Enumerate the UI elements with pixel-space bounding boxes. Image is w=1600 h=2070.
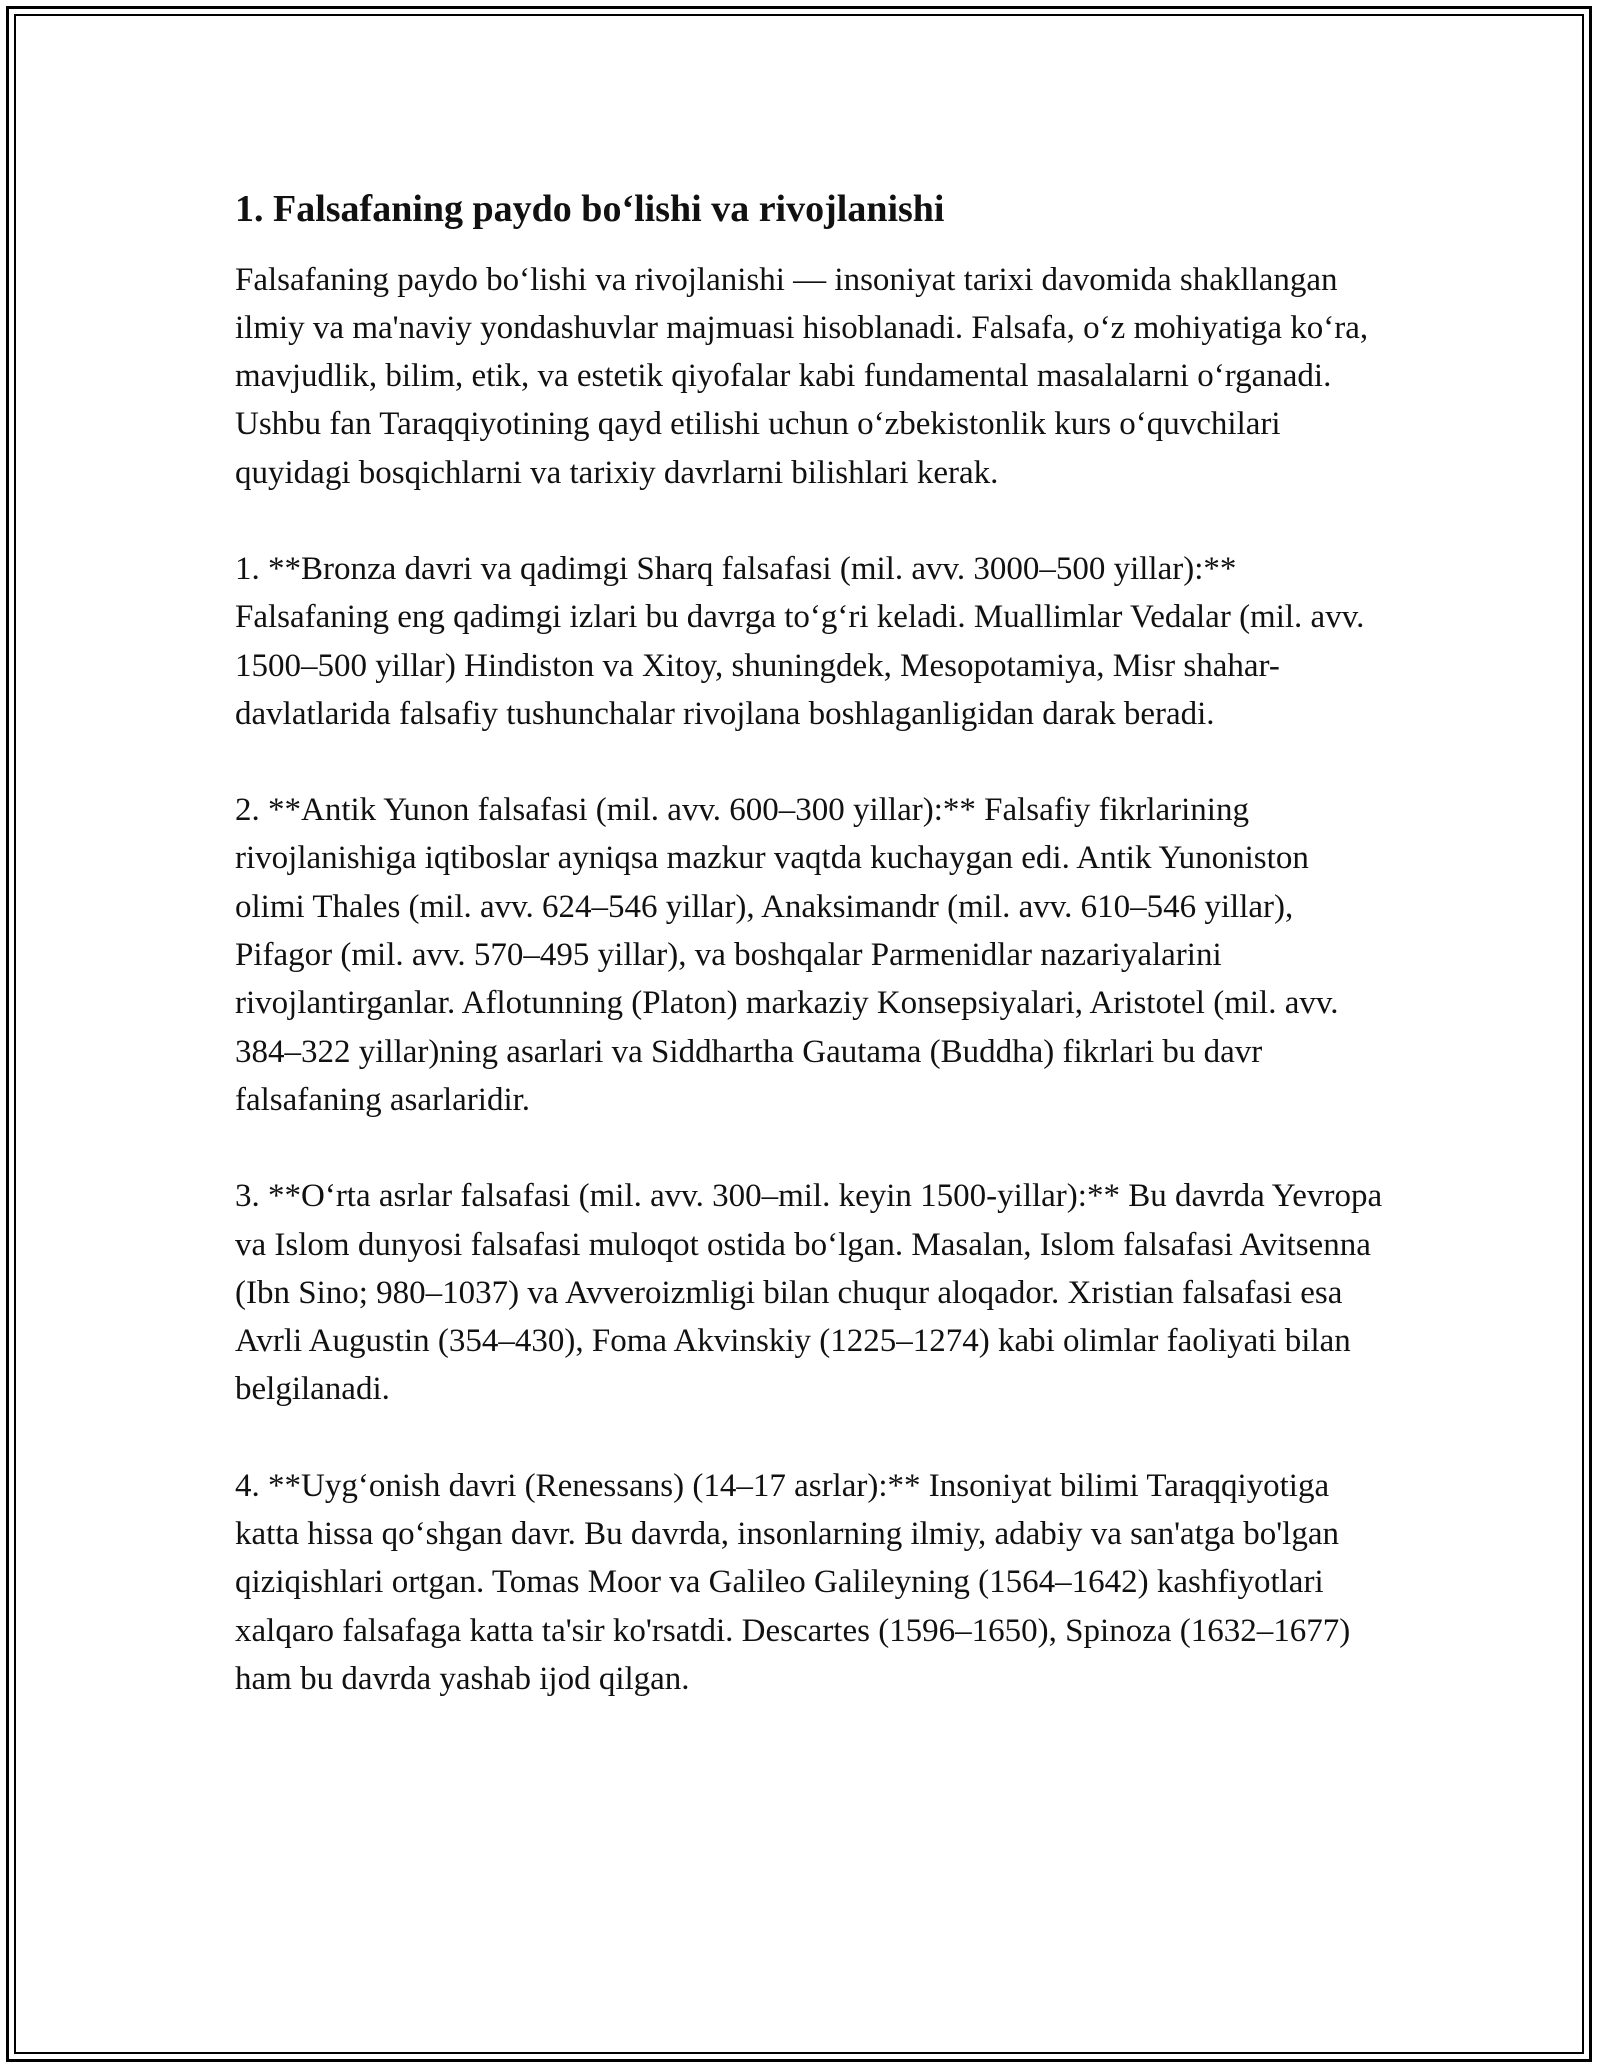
intro-paragraph: Falsafaning paydo bo‘lishi va rivojlanishi — insoniyat tarixi davomida shakllangan ilmiy va ma'naviy yondashuvlar majmuasi hisoblanadi. Falsafa, o‘z mohiyatiga ko‘ra, mavjudlik, bilim, etik, va estetik qiyofalar kabi fundamental masalalarni o‘rganadi. Ushbu fan Taraqqiyotining qayd etilishi uchun o‘zbekistonlik kurs o‘quvchilari quyidagi bosqichlarni va tarixiy davrlarni bilishlari kerak. [235,261,1369,491]
section-bronze-age-paragraph: 1. **Bronza davri va qadimgi Sharq falsafasi (mil. avv. 3000–500 yillar):** Falsafaning eng qadimgi izlari bu davrga to‘g‘ri keladi. Muallimlar Vedalar (mil. avv. 1500–500 yillar) Hindiston va Xitoy, shuningdek, Mesopotamiya, Misr shahar-davlatlarida falsafiy tushunchalar rivojlana boshlaganligidan darak beradi. [235,550,1365,732]
section-middle-ages-paragraph: 3. **O‘rta asrlar falsafasi (mil. avv. 300–mil. keyin 1500-yillar):** Bu davrda Yevropa va Islom dunyosi falsafasi muloqot ostida bo‘lgan. Masalan, Islom falsafasi Avitsenna (Ibn Sino; 980–1037) va Avveroizmligi bilan chuqur aloqador. Xristian falsafasi esa Avrli Augustin (354–430), Foma Akvinskiy (1225–1274) kabi olimlar faoliyati bilan belgilanadi. [235,1178,1383,1408]
section-ancient-greek-paragraph: 2. **Antik Yunon falsafasi (mil. avv. 600–300 yillar):** Falsafiy fikrlarining rivojlanishiga iqtiboslar ayniqsa mazkur vaqtda kuchaygan edi. Antik Yunoniston olimi Thales (mil. avv. 624–546 yillar), Anaksimandr (mil. avv. 610–546 yillar), Pifagor (mil. avv. 570–495 yillar), va boshqalar Parmenidlar nazariyalarini rivojlantirganlar. Aflotunning (Platon) markaziy Konsepsiyalari, Aristotel (mil. avv. 384–322 yillar)ning asarlari va Siddhartha Gautama (Buddha) fikrlari bu davr falsafaning asarlaridir. [235,792,1339,1118]
page-title: 1. Falsafaning paydo bo‘lishi va rivojlanishi [235,188,945,230]
section-renaissance-paragraph: 4. **Uyg‘onish davri (Renessans) (14–17 asrlar):** Insoniyat bilimi Taraqqiyotiga katta hissa qo‘shgan davr. Bu davrda, insonlarning ilmiy, adabiy va san'atga bo'lgan qiziqishlari ortgan. Tomas Moor va Galileo Galileyning (1564–1642) kashfiyotlari xalqaro falsafaga katta ta'sir ko'rsatdi. Descartes (1596–1650), Spinoza (1632–1677) ham bu davrda yashab ijod qilgan. [235,1467,1351,1697]
document-body [235,186,1385,1751]
